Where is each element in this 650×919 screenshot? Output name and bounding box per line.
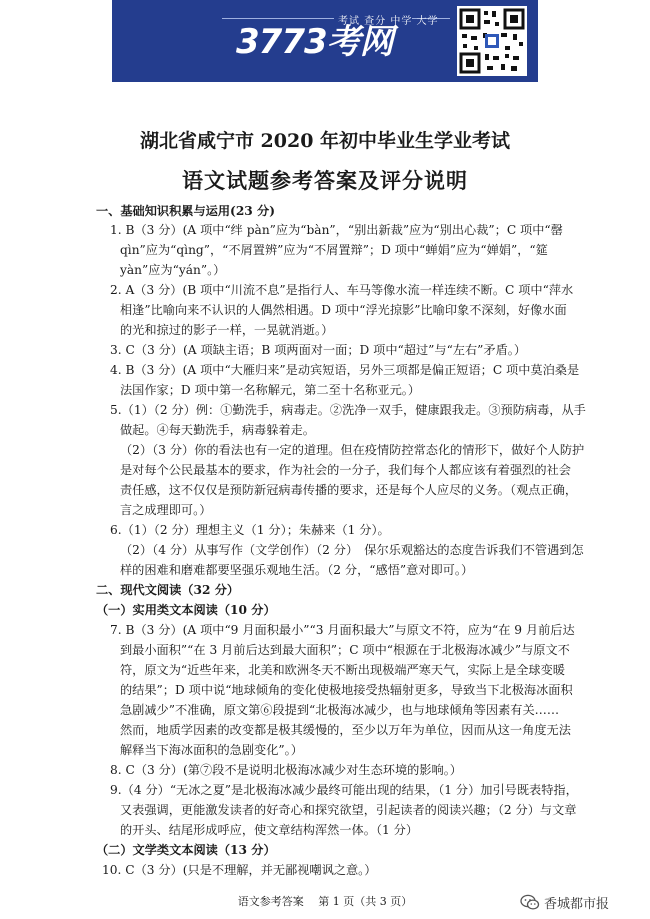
answer-line: qìn”应为“qìng”，“不屑置辨”应为“不屑置辩”；D 项中“蝉娟”应为“婵娟”，“筵	[120, 243, 548, 257]
banner-divider-left	[222, 18, 334, 19]
answer-line: 做起。④每天勤洗手，病毒躲着走。	[120, 423, 315, 437]
answer-line: 9.（4 分）“无冰之夏”是北极海冰减少最终可能出现的结果，（1 分）加引号既表特指，	[110, 783, 578, 797]
subsection-heading: （二）文学类文本阅读（13 分）	[96, 843, 276, 857]
answer-line: 的开头、结尾形成呼应，使文章结构浑然一体。（1 分）	[120, 823, 419, 837]
qr-code-icon	[457, 6, 527, 76]
subsection-heading: （一）实用类文本阅读（10 分）	[96, 603, 276, 617]
answer-line: 言之成理即可。）	[120, 503, 212, 517]
answer-line: 符，原文为“近些年来，北美和欧洲冬天不断出现极端严寒天气，实际上是全球变暖	[120, 663, 565, 677]
answer-line: 急剧减少”不准确，原文第⑥段提到“北极海冰减少，也与地球倾角等因素有关……	[120, 703, 560, 717]
answer-line: 6.（1）（2 分）理想主义（1 分）；朱赫来（1 分）。	[110, 523, 390, 537]
answer-line: 法国作家；D 项中第一名称解元，第二至十名称亚元。）	[120, 383, 421, 397]
answer-line: （2）（4 分）从事写作（文学创作）（2 分） 保尔乐观豁达的态度告诉我们不管遇到怎	[120, 543, 584, 557]
watermark-label: 香城都市报	[544, 897, 610, 912]
answer-line: 1. B（3 分）(A 项中“绊 pàn”应为“bàn”，“别出新裁”应为“别出心裁”；C 项中“罄	[110, 223, 563, 237]
answer-line: yàn”应为“yán”。）	[120, 263, 226, 277]
answer-line: 责任感，这不仅仅是预防新冠病毒传播的要求，还是每个人应尽的义务。（观点正确，	[120, 483, 578, 497]
answer-line: 相逢”比喻向来不认识的人偶然相遇。D 项中“浮光掠影”比喻印象不深刻，好像水面	[120, 303, 567, 317]
answer-line: 4. B（3 分）(A 项中“大雁归来”是动宾短语，另外三项都是偏正短语；C 项中莫泊桑是	[110, 363, 580, 377]
wechat-icon	[520, 894, 540, 911]
document-title: 语文试题参考答案及评分说明	[182, 168, 468, 193]
answer-line: 解释当下海冰面积的急剧变化”。）	[120, 743, 303, 757]
answer-line: 10. C（3 分）(只是不理解，并无鄙视嘲讽之意。）	[102, 863, 377, 877]
answer-line: 7. B（3 分）(A 项中“9 月面积最小”“3 月面积最大”与原文不符，应为“在 9 月前后达	[110, 623, 575, 637]
banner-tagline: 考试 查分 中学 大学	[338, 16, 439, 27]
section-heading: 一、基础知识积累与运用(23 分)	[96, 204, 275, 218]
watermark[interactable]	[520, 893, 609, 912]
answer-line: （2）（3 分）你的看法也有一定的道理。但在疫情防控常态化的情形下，做好个人防护	[120, 443, 585, 457]
answer-line: 8. C（3 分）(第⑦段不是说明北极海冰减少对生态环境的影响。）	[110, 763, 462, 777]
answer-line: 又表强调，更能激发读者的好奇心和探究欲望，引起读者的阅读兴趣；（2 分）与文章	[120, 803, 577, 817]
answer-line: 样的困难和磨难都要坚强乐观地生活。（2 分，“感悟”意对即可。）	[120, 563, 474, 577]
answer-line: 5.（1）（2 分）例：①勤洗手，病毒走。②洗净一双手，健康跟我走。③预防病毒，从手	[110, 403, 586, 417]
answer-line: 的光和掠过的影子一样，一晃就消逝。）	[120, 323, 334, 337]
answer-line: 3. C（3 分）(A 项缺主语；B 项两面对一面；D 项中“超过”与“左右”矛盾。）	[110, 343, 527, 357]
section-heading: 二、现代文阅读（32 分）	[96, 583, 240, 597]
answer-line: 是对每个公民最基本的要求，作为社会的一分子，我们每个人都应该有着强烈的社会	[120, 463, 571, 477]
answer-line: 到最小面积”“在 3 月前后达到最大面积”；C 项中“根源在于北极海冰减少”与原文不	[120, 643, 570, 657]
site-logo[interactable]: 3773考网	[236, 22, 393, 62]
answer-line: 2. A（3 分）(B 项中“川流不息”是指行人、车马等像水流一样连续不断。C 项中“萍水	[110, 283, 574, 297]
answer-line: 的结果”；D 项中说“地球倾角的变化使极地接受热辐射更多，导致当下北极海冰面积	[120, 683, 573, 697]
answer-line: 然而，地质学因素的改变都是极其缓慢的，至少以万年为单位，因而从这一角度无法	[120, 723, 571, 737]
exam-title: 湖北省咸宁市 2020 年初中毕业生学业考试	[139, 130, 511, 152]
site-banner[interactable]	[112, 0, 538, 82]
page-footer: 语文参考答案 第 1 页（共 3 页）	[237, 895, 413, 908]
